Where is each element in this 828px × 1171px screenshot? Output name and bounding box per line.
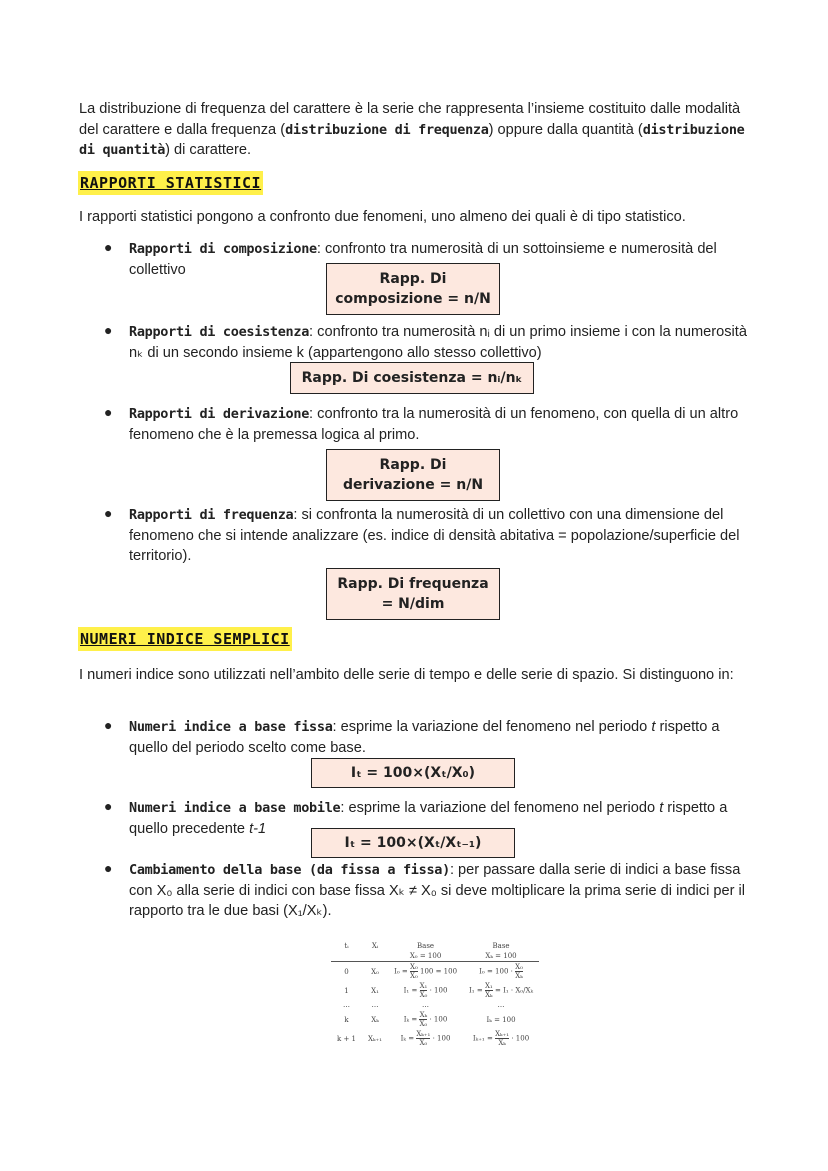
bullet-icon: ● xyxy=(104,404,113,420)
formula-box: Rapp. Di frequenza = N/dim xyxy=(326,568,500,620)
formula-box: Iₜ = 100×(Xₜ/Xₜ₋₁) xyxy=(311,828,515,858)
description: : per passare dalla serie di indici a base fissa con X₀ alla serie di indici con base fissa Xₖ ≠ X₀ si deve moltiplicare la prima serie di indici per il rapporto tra le due basi (X₁/Xₖ). xyxy=(129,862,746,919)
table-header-row: tᵢ Xᵢ Base Base xyxy=(344,942,510,950)
term: Rapporti di frequenza xyxy=(129,507,294,523)
section-heading-rapporti-statistici: RAPPORTI STATISTICI xyxy=(78,171,263,195)
bullet-icon: ● xyxy=(104,798,113,814)
table-header-row: X₀ = 100 Xₖ = 100 xyxy=(331,951,539,962)
table-row: 1 X₁ I₁ = $\frac{\text{X₁}}{\text{X₀}}$ · 100 I₁ = $\frac{\text{X₁}}{\text{Xₖ}}$ = I₁ · X₀/Xₖ xyxy=(344,982,534,999)
formula-box: Rapp. Di derivazione = n/N xyxy=(326,449,500,501)
description: : confronto tra numerosità nᵢ di un primo insieme i con la numerosità nₖ di un secondo insieme k (appartengono allo stesso collettivo) xyxy=(129,324,747,361)
formula-box: Rapp. Di composizione = n/N xyxy=(326,263,500,315)
section-1-intro: I rapporti statistici pongono a confronto due fenomeni, uno almeno dei quali è di tipo statistico. xyxy=(79,209,686,225)
bullet-icon: ● xyxy=(104,322,113,338)
term: Numeri indice a base mobile xyxy=(129,800,341,816)
term-distribuzione-frequenza: distribuzione di frequenza xyxy=(285,121,489,138)
index-base-change-table xyxy=(331,941,539,1048)
formula-box: Iₜ = 100×(Xₜ/X₀) xyxy=(311,758,515,788)
term: Rapporti di coesistenza xyxy=(129,324,310,340)
bullet-icon: ● xyxy=(104,505,113,521)
description: : confronto tra la numerosità di un fenomeno, con quella di un altro fenomeno che è la premessa logica al primo. xyxy=(129,406,739,443)
term: Numeri indice a base fissa xyxy=(129,719,333,735)
table-row: k Xₖ Iₖ = $\frac{\text{Xₖ}}{\text{X₀}}$ · 100 Iₖ = 100 xyxy=(344,1011,516,1028)
section-2-intro: I numeri indice sono utilizzati nell’ambito delle serie di tempo e delle serie di spazio. Si distinguono in: xyxy=(79,667,734,683)
term-distribuzione-quantita: distribuzione di quantità xyxy=(79,121,745,158)
description: : si confronta la numerosità di un collettivo con una dimensione del fenomeno che si intende analizzare (es. indice di densità abitativa = popolazione/superficie del territorio). xyxy=(129,507,740,564)
term: Cambiamento della base (da fissa a fissa) xyxy=(129,862,450,878)
description: : confronto tra numerosità di un sottoinsieme e numerosità del collettivo xyxy=(129,241,717,278)
table-row: k + 1 Xₖ₊₁ Iₖ = $\frac{\text{Xₖ₊₁}}{\text{X₀}}$ · 100 Iₖ₊₁ = $\frac{\text{Xₖ₊₁}}{\text{Xₖ}}$ · 100 xyxy=(337,1030,530,1047)
bullet-icon: ● xyxy=(104,860,113,876)
table-row: … … … … xyxy=(343,1001,505,1009)
term: Rapporti di composizione xyxy=(129,241,317,257)
bullet-icon: ● xyxy=(104,239,113,255)
section-heading-numeri-indice: NUMERI INDICE SEMPLICI xyxy=(78,627,292,651)
intro-paragraph: La distribuzione di frequenza del carattere è la serie che rappresenta l’insieme costituito dalle modalità del carattere e dalla frequenza (distribuzione di frequenza) oppure dalla quantità (distribuzione di quantità) di carattere. xyxy=(79,101,745,158)
term: Rapporti di derivazione xyxy=(129,406,310,422)
bullet-icon: ● xyxy=(104,717,113,733)
table-row: 0 X₀ I₀ = $\frac{\text{X₀}}{\text{X₀}}$ 100 = 100 I₀ = 100 · $\frac{\text{X₀}}{\text{Xₖ}}$ xyxy=(344,963,523,980)
formula-box: Rapp. Di coesistenza = nᵢ/nₖ xyxy=(290,362,534,394)
